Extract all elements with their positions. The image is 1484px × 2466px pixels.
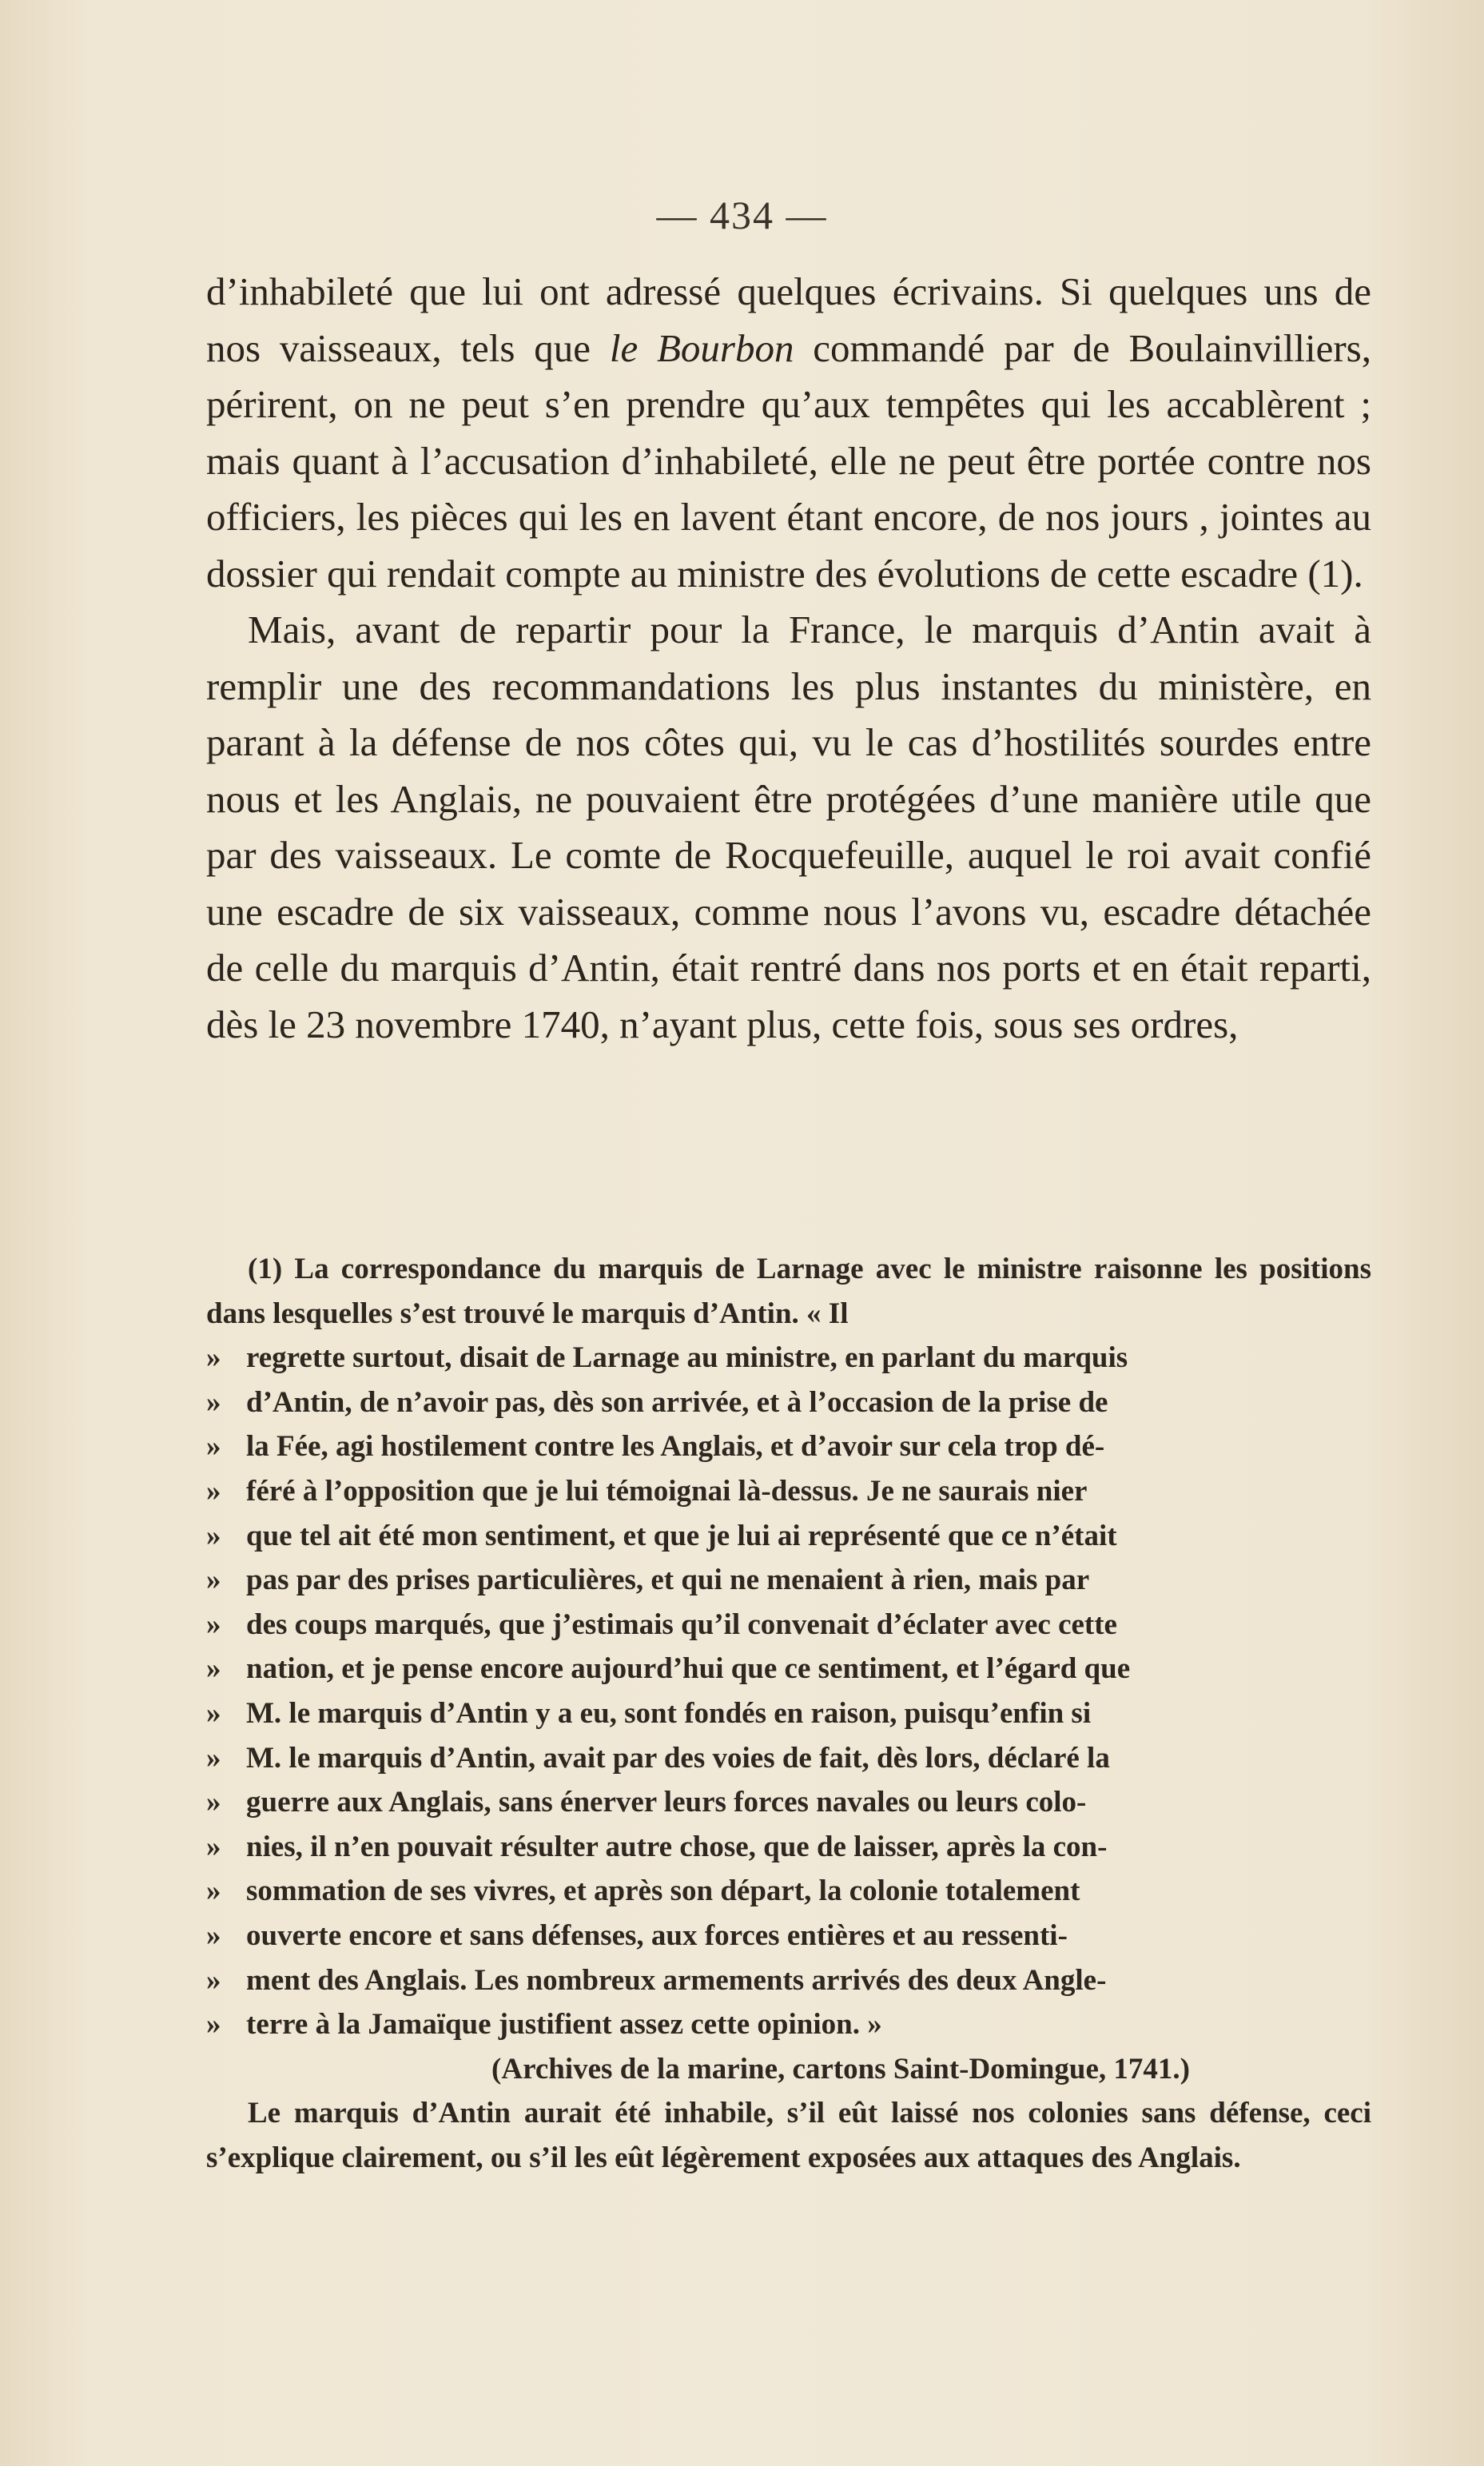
footnote-source: (Archives de la marine, cartons Saint-Domingue, 1741.)	[491, 2052, 1190, 2086]
quote-text: des coups marqués, que j’estimais qu’il convenait d’éclater avec cette	[246, 1607, 1117, 1641]
footnote-intro: (1) La correspondance du marquis de Larnage avec le ministre raisonne les positions dans lesquelles s’est trouvé le marquis d’Antin. « Il	[206, 1253, 1371, 1330]
quote-text: regrette surtout, disait de Larnage au ministre, en parlant du marquis	[246, 1341, 1128, 1375]
quote-line	[206, 1647, 1371, 1691]
quote-mark: »	[206, 1918, 221, 1952]
quote-text: pas par des prises particulières, et qui ne menaient à rien, mais par	[246, 1564, 1090, 1597]
paragraph-1-start: d’inhabileté que lui ont adressé quelques écrivains. Si quelques uns de nos vaisseaux, tels que	[206, 269, 1371, 370]
quote-line	[206, 1558, 1371, 1603]
quote-mark: »	[206, 1607, 221, 1641]
quote-mark: »	[206, 1474, 221, 1508]
quote-text: M. le marquis d’Antin y a eu, sont fondés en raison, puisqu’enfin si	[246, 1696, 1092, 1730]
quote-text: ouverte encore et sans défenses, aux forces entières et au ressenti-	[246, 1918, 1068, 1952]
paragraph-1	[206, 264, 1371, 602]
quote-line	[206, 1869, 1371, 1914]
main-text	[206, 264, 1371, 1053]
quote-mark: »	[206, 1786, 221, 1819]
quote-line	[206, 2002, 1371, 2047]
quote-mark: »	[206, 1696, 221, 1730]
quote-mark: »	[206, 1430, 221, 1464]
paragraph-2: Mais, avant de repartir pour la France, le marquis d’Antin avait à remplir une des recommandations les plus instantes du ministère, en parant à la défense de nos côtes qui, vu le cas d’hostilités sourdes entre nous et les Anglais, ne pouvaient être protégées d’une manière utile que par des vaisseaux. Le comte de Rocquefeuille, auquel le roi avait confié une escadre de six vaisseaux, comme nous l’avons vu, escadre détachée de celle du marquis d’Antin, était rentré dans nos ports et en était reparti, dès le 23 novembre 1740, n’ayant plus, cette fois, sous ses ordres,	[206, 608, 1371, 1046]
quote-mark: »	[206, 1830, 221, 1863]
quote-mark: »	[206, 1874, 221, 1908]
quote-text: nation, et je pense encore aujourd’hui que ce sentiment, et l’égard que	[246, 1652, 1131, 1686]
quote-mark: »	[206, 1564, 221, 1597]
quote-line	[206, 1958, 1371, 2003]
quote-mark: »	[206, 1385, 221, 1419]
quote-text: féré à l’opposition que je lui témoignai là-dessus. Je ne saurais nier	[246, 1474, 1088, 1508]
quote-mark: »	[206, 1963, 221, 1997]
quote-text: guerre aux Anglais, sans énerver leurs forces navales ou leurs colo-	[246, 1786, 1087, 1819]
quote-line	[206, 1603, 1371, 1647]
quote-mark: »	[206, 2008, 221, 2042]
quote-mark: »	[206, 1652, 221, 1686]
quote-line	[206, 1514, 1371, 1559]
quote-text: ment des Anglais. Les nombreux armements arrivés des deux Angle-	[246, 1963, 1107, 1997]
footnote-block	[206, 1247, 1371, 2180]
quote-line	[206, 1424, 1371, 1469]
quote-text: nies, il n’en pouvait résulter autre chose, que de laisser, après la con-	[246, 1830, 1108, 1863]
quote-line	[206, 1825, 1371, 1870]
quote-line	[206, 1736, 1371, 1781]
quote-line	[206, 1780, 1371, 1825]
quote-text: que tel ait été mon sentiment, et que je lui ai représenté que ce n’était	[246, 1519, 1117, 1552]
quote-line	[206, 1914, 1371, 1958]
page-number: — 434 —	[656, 193, 828, 237]
quote-line	[206, 1380, 1371, 1425]
quote-mark: »	[206, 1341, 221, 1375]
quote-mark: »	[206, 1741, 221, 1775]
quote-text: la Fée, agi hostilement contre les Anglais, et d’avoir sur cela trop dé-	[246, 1430, 1105, 1464]
quote-line	[206, 1336, 1371, 1380]
quote-mark: »	[206, 1519, 221, 1552]
quote-text: terre à la Jamaïque justifient assez cette opinion. »	[246, 2008, 882, 2042]
ship-name-italic: le Bourbon	[609, 325, 794, 370]
footnote-quote	[206, 1336, 1371, 2047]
quote-text: sommation de ses vivres, et après son départ, la colonie totalement	[246, 1874, 1080, 1908]
quote-line	[206, 1691, 1371, 1736]
quote-text: d’Antin, de n’avoir pas, dès son arrivée, et à l’occasion de la prise de	[246, 1385, 1108, 1419]
quote-line	[206, 1469, 1371, 1514]
paragraph-1-end: commandé par de Boulainvilliers, périrent, on ne peut s’en prendre qu’aux tempêtes qui les accablèrent ; mais quant à l’accusation d’inhabileté, elle ne peut être portée contre nos officiers, les pièces qui les en lavent étant encore, de nos jours , jointes au dossier qui rendait compte au ministre des évolutions de cette escadre (1).	[206, 325, 1371, 596]
footnote-conclusion: Le marquis d’Antin aurait été inhabile, s’il eût laissé nos colonies sans défense, ceci s’explique clairement, ou s’il les eût légèrement exposées aux attaques des Anglais.	[206, 2097, 1371, 2174]
quote-text: M. le marquis d’Antin, avait par des voies de fait, dès lors, déclaré la	[246, 1741, 1110, 1775]
